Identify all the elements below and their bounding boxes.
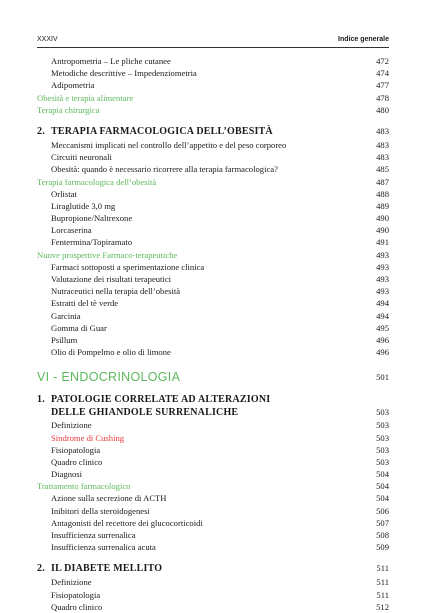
table-of-contents: [37, 55, 389, 613]
toc-entry[interactable]: [37, 79, 389, 91]
entry-title: Adipometria: [51, 80, 95, 91]
entry-page: 493: [376, 249, 389, 260]
toc-entry[interactable]: [37, 517, 389, 529]
entry-page: 496: [376, 347, 389, 358]
entry-title: Fisiopatologia: [51, 444, 101, 455]
entry-page: 495: [376, 322, 389, 333]
entry-page: 503: [376, 456, 389, 467]
entry-page: 503: [376, 432, 389, 443]
chapter-name: PATOLOGIE CORRELATE AD ALTERAZIONI: [51, 394, 271, 406]
entry-page: 511: [376, 577, 389, 588]
entry-page: 493: [376, 274, 389, 284]
chapter-name: IL DIABETE MELLITO: [51, 563, 163, 575]
entry-title: Obesità: quando è necessario ricorrere alla terapia farmacologica?: [51, 164, 278, 175]
toc-entry[interactable]: [37, 285, 389, 297]
entry-page: 477: [376, 80, 389, 91]
entry-page: 478: [376, 92, 389, 103]
toc-subheading[interactable]: [37, 480, 389, 492]
toc-entry[interactable]: [37, 601, 389, 613]
toc-entry[interactable]: [37, 529, 389, 541]
entry-page: 504: [376, 469, 389, 480]
chapter-name: TERAPIA FARMACOLOGICA DELL’OBESITÀ: [51, 125, 273, 137]
entry-title: Azione sulla secrezione di ACTH: [51, 493, 167, 504]
entry-title: Orlistat: [51, 188, 77, 199]
entry-title: Metodiche descrittive – Impedenziometria: [51, 68, 197, 79]
entry-page: 483: [376, 139, 389, 150]
entry-title: Definizione: [51, 577, 92, 588]
entry-title: Lorcaserina: [51, 225, 92, 236]
toc-entry[interactable]: [37, 346, 389, 358]
toc-entry[interactable]: [37, 589, 389, 601]
toc-entry[interactable]: [37, 322, 389, 334]
entry-title: Nutraceutici nella terapia dell’obesità: [51, 286, 181, 297]
toc-entry[interactable]: [37, 541, 389, 553]
toc-subheading[interactable]: [37, 249, 389, 261]
toc-entry[interactable]: [37, 310, 389, 322]
entry-page: 483: [376, 125, 389, 136]
entry-title: Inibitori della steroidogenesi: [51, 505, 150, 516]
entry-page: 493: [376, 286, 389, 297]
entry-title: Insufficienza surrenalica: [51, 530, 136, 540]
entry-title: Farmaci sottoposti a sperimentazione clinica: [51, 261, 205, 272]
entry-title: Bupropione/Naltrexone: [51, 213, 133, 224]
subheading-title: Terapia farmacologica dell’obesità: [37, 176, 157, 187]
entry-page: 501: [376, 372, 389, 383]
toc-section[interactable]: [37, 367, 389, 387]
spacer: [37, 553, 389, 561]
entry-title: Meccanismi implicati nel controllo dell’appetito e del peso corporeo: [51, 139, 287, 150]
toc-entry[interactable]: [37, 419, 389, 431]
toc-entry[interactable]: [37, 468, 389, 480]
toc-entry[interactable]: [37, 163, 389, 175]
page-number: XXXIV: [37, 36, 58, 43]
chapter-name: DELLE GHIANDOLE SURRENALICHE: [51, 407, 239, 419]
toc-chapter[interactable]: [37, 124, 389, 139]
entry-page: 509: [376, 542, 389, 553]
toc-entry[interactable]: [37, 212, 389, 224]
header-rule: [37, 47, 389, 48]
entry-page: 472: [376, 56, 389, 66]
entry-page: 483: [376, 152, 389, 163]
toc-entry[interactable]: [37, 334, 389, 346]
entry-page: 508: [376, 530, 389, 540]
entry-title: Garcinia: [51, 310, 81, 321]
subheading-title: Nuove prospettive Farmaco-terapeutiche: [37, 249, 178, 260]
toc-entry[interactable]: [37, 492, 389, 504]
toc-chapter[interactable]: [37, 393, 389, 406]
entry-page: 496: [376, 334, 389, 345]
entry-title: Olio di Pompelmo e olio di limone: [51, 347, 171, 358]
entry-title: Fentermina/Topiramato: [51, 237, 133, 248]
toc-chapter-continued[interactable]: [37, 406, 389, 419]
toc-subheading[interactable]: [37, 104, 389, 116]
toc-entry[interactable]: [37, 297, 389, 309]
entry-page: 485: [376, 164, 389, 175]
chapter-number: 2.: [37, 125, 45, 137]
entry-page: 480: [376, 104, 389, 115]
subheading-title: Trattamento farmacologico: [37, 481, 131, 492]
entry-page: 503: [376, 407, 389, 418]
chapter-title: [37, 393, 270, 406]
entry-page: 494: [376, 310, 389, 321]
entry-title: Sindrome di Cushing: [51, 432, 125, 443]
entry-title: Diagnosi: [51, 469, 83, 480]
entry-title: Quadro clinico: [51, 601, 103, 612]
entry-title: Gomma di Guar: [51, 322, 107, 333]
toc-entry[interactable]: [37, 139, 389, 151]
entry-page: 493: [376, 261, 389, 272]
subheading-title: Terapia chirurgica: [37, 104, 100, 115]
toc-entry[interactable]: [37, 505, 389, 517]
running-title: Indice generale: [338, 36, 389, 43]
entry-title: Liraglutide 3,0 mg: [51, 200, 116, 211]
spacer: [37, 116, 389, 124]
entry-title: Circuiti neuronali: [51, 152, 112, 163]
running-head: [37, 34, 389, 46]
entry-title: Valutazione dei risultati terapeutici: [51, 274, 172, 284]
chapter-number: 2.: [37, 563, 45, 575]
entry-title: Antropometria – Le pliche cutanee: [51, 56, 171, 66]
entry-page: 490: [376, 225, 389, 236]
toc-entry[interactable]: [37, 456, 389, 468]
entry-page: 487: [376, 176, 389, 187]
entry-page: 504: [376, 481, 389, 492]
toc-chapter[interactable]: [37, 561, 389, 576]
chapter-title: [37, 561, 162, 576]
entry-title: Psillum: [51, 334, 78, 345]
toc-entry[interactable]: [37, 67, 389, 79]
toc-entry[interactable]: [37, 432, 389, 444]
entry-page: 503: [376, 420, 389, 431]
toc-entry[interactable]: [37, 236, 389, 248]
entry-page: 488: [376, 188, 389, 199]
toc-entry[interactable]: [37, 273, 389, 285]
entry-title: Fisiopatologia: [51, 589, 101, 600]
spacer: [37, 358, 389, 367]
chapter-title: [37, 124, 273, 139]
toc-entry[interactable]: [37, 151, 389, 163]
section-title: VI - ENDOCRINOLOGIA: [37, 370, 181, 385]
toc-entry[interactable]: [37, 55, 389, 67]
entry-page: 511: [376, 563, 389, 574]
subheading-title: Obesità e terapia alimentare: [37, 92, 134, 103]
entry-page: 490: [376, 213, 389, 224]
entry-title: Insufficienza surrenalica acuta: [51, 542, 156, 553]
entry-page: 507: [376, 517, 389, 528]
entry-page: 506: [376, 505, 389, 516]
entry-title: Antagonisti del recettore dei glucocorticoidi: [51, 517, 203, 528]
toc-entry[interactable]: [37, 576, 389, 588]
toc-entry[interactable]: [37, 261, 389, 273]
chapter-number: 1.: [37, 394, 45, 406]
toc-entry[interactable]: [37, 444, 389, 456]
entry-page: 503: [376, 444, 389, 455]
toc-subheading[interactable]: [37, 92, 389, 104]
toc-subheading[interactable]: [37, 176, 389, 188]
entry-page: 494: [376, 298, 389, 309]
entry-page: 504: [376, 493, 389, 504]
entry-title: Quadro clinico: [51, 456, 103, 467]
entry-page: 489: [376, 200, 389, 211]
entry-page: 491: [376, 237, 389, 248]
entry-title: Estratti del tè verde: [51, 298, 119, 309]
entry-page: 474: [376, 68, 389, 79]
toc-entry[interactable]: [37, 200, 389, 212]
book-page: [37, 0, 389, 612]
entry-title: Definizione: [51, 420, 92, 431]
toc-entry[interactable]: [37, 188, 389, 200]
entry-page: 511: [376, 589, 389, 600]
entry-page: 512: [376, 601, 389, 612]
toc-entry[interactable]: [37, 224, 389, 236]
